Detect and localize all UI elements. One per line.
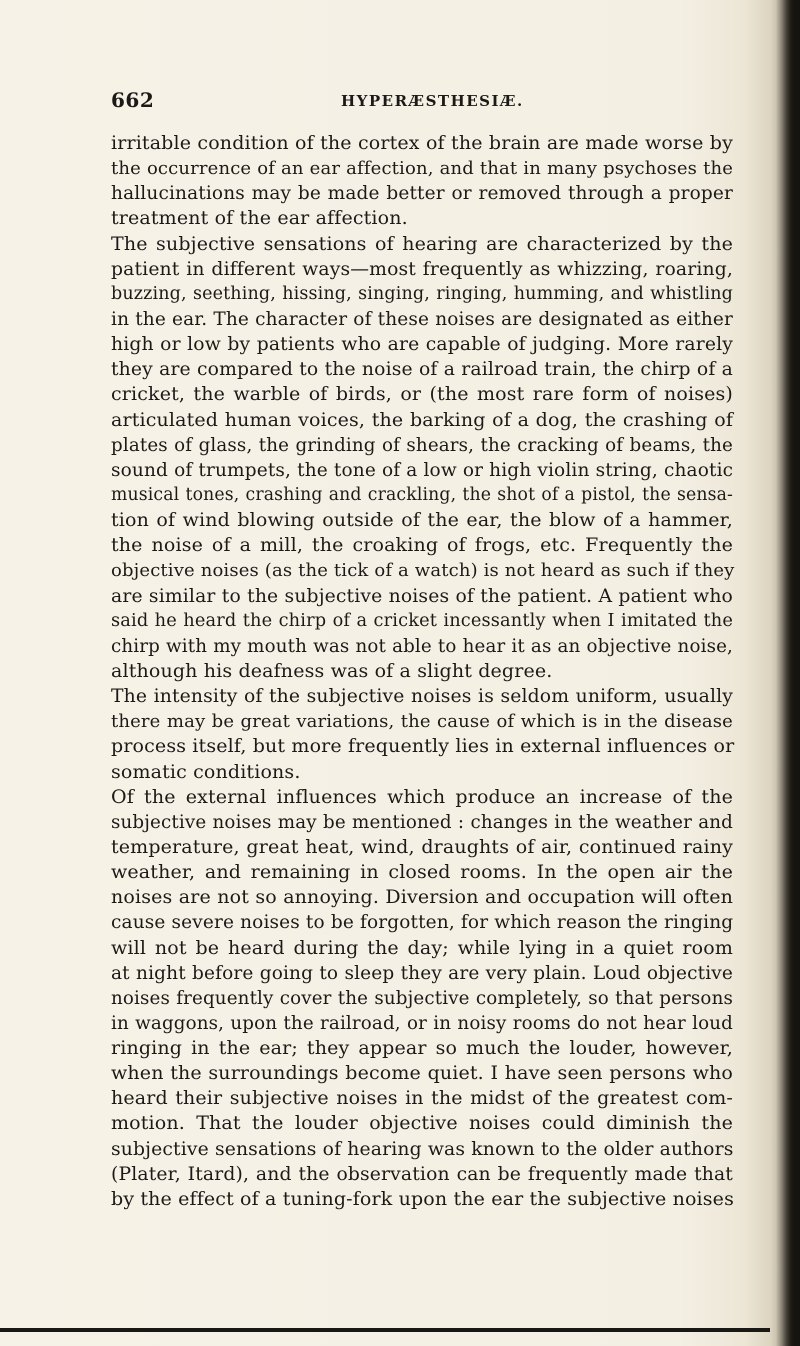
text-line: there may be great variations, the cause of which is in the disease <box>111 711 733 733</box>
text-line: noises are not so annoying. Diversion and occupation will often <box>111 886 733 909</box>
text-line: articulated human voices, the barking of a dog, the crashing of <box>111 408 733 431</box>
text-line: somatic conditions. <box>111 760 301 783</box>
text-line: cause severe noises to be forgotten, for which reason the ringing <box>111 912 734 934</box>
text-line: cricket, the warble of birds, or (the most rare form of noises) <box>111 383 733 406</box>
text-line: subjective sensations of hearing was known to the older authors <box>111 1138 734 1160</box>
text-line: they are compared to the noise of a railroad train, the chirp of a <box>111 359 733 381</box>
text-line: although his deafness was of a slight degree. <box>111 659 553 682</box>
text-line: musical tones, crashing and crackling, the shot of a pistol, the sensa- <box>111 484 733 505</box>
text-line: the noise of a mill, the croaking of frogs, etc. Frequently the <box>111 534 733 557</box>
text-line: treatment of the ear affection. <box>111 207 408 230</box>
body-text <box>111 131 733 1212</box>
text-line: (Plater, Itard), and the observation can be frequently made that <box>111 1163 733 1185</box>
text-line: The subjective sensations of hearing are characterized by the <box>111 232 733 255</box>
text-line: heard their subjective noises in the midst of the greatest com- <box>111 1087 733 1110</box>
text-line: said he heard the chirp of a cricket incessantly when I imitated the <box>111 610 733 631</box>
page-number: 662 <box>111 88 155 112</box>
text-line: when the surroundings become quiet. I have seen persons who <box>111 1062 733 1085</box>
text-line: irritable condition of the cortex of the brain are made worse by <box>111 132 733 154</box>
text-line: noises frequently cover the subjective completely, so that persons <box>111 987 733 1009</box>
text-line: objective noises (as the tick of a watch) is not heard as such if they <box>111 560 735 582</box>
text-line: temperature, great heat, wind, draughts of air, continued rainy <box>111 835 733 858</box>
page-header <box>111 88 731 118</box>
text-line: The intensity of the subjective noises is seldom uniform, usually <box>111 686 733 708</box>
text-line: subjective noises may be mentioned : changes in the weather and <box>111 811 733 833</box>
text-line: tion of wind blowing outside of the ear, the blow of a hammer, <box>111 509 733 532</box>
text-line: will not be heard during the day; while lying in a quiet room <box>111 936 733 959</box>
text-line: at night before going to sleep they are very plain. Loud objective <box>111 962 733 984</box>
text-line: ringing in the ear; they appear so much the louder, however, <box>111 1037 733 1060</box>
running-title: HYPERÆSTHESIÆ. <box>341 92 524 110</box>
text-line: in the ear. The character of these noises are designated as either <box>111 308 733 330</box>
text-line: patient in different ways—most frequently as whizzing, roaring, <box>111 258 733 280</box>
text-line: in waggons, upon the railroad, or in noisy rooms do not hear loud <box>111 1012 733 1034</box>
page-bottom-edge <box>0 1328 770 1332</box>
text-line: sound of trumpets, the tone of a low or high violin string, chaotic <box>111 459 734 481</box>
text-line: buzzing, seething, hissing, singing, ringing, humming, and whistling <box>111 283 733 304</box>
text-line: Of the external influences which produce an increase of the <box>111 785 733 808</box>
text-line: weather, and remaining in closed rooms. In the open air the <box>111 861 733 884</box>
text-line: by the effect of a tuning-fork upon the ear the subjective noises <box>111 1187 734 1210</box>
text-line: chirp with my mouth was not able to hear it as an objective noise, <box>111 635 733 657</box>
text-line: process itself, but more frequently lies in external influences or <box>111 735 735 758</box>
text-line: are similar to the subjective noises of the patient. A patient who <box>111 585 733 607</box>
text-line: the occurrence of an ear affection, and that in many psychoses the <box>111 158 733 180</box>
text-line: high or low by patients who are capable of judging. More rarely <box>111 334 733 356</box>
text-line: plates of glass, the grinding of shears, the cracking of beams, the <box>111 434 733 456</box>
text-line: hallucinations may be made better or removed through a proper <box>111 183 733 205</box>
page-gutter-shadow <box>770 0 800 1346</box>
text-line: motion. That the louder objective noises could diminish the <box>111 1112 733 1135</box>
